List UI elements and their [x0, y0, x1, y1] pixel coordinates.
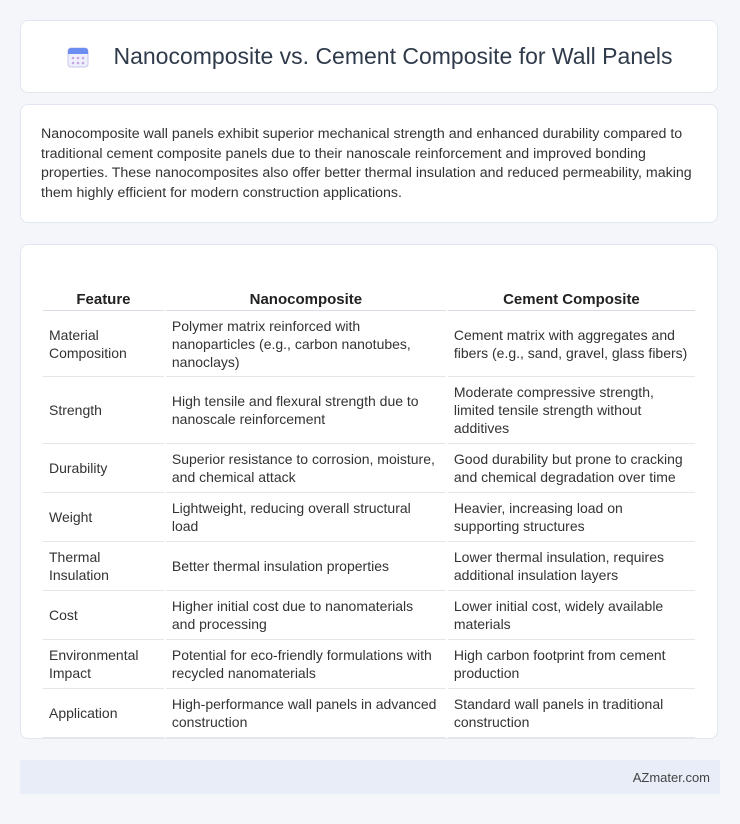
- title-card: [20, 20, 718, 93]
- feature-cell: Durability: [43, 444, 164, 493]
- calendar-icon: [65, 44, 91, 70]
- table-row: [43, 377, 695, 444]
- page-title: Nanocomposite vs. Cement Composite for Wall Panels: [113, 43, 673, 69]
- column-header-nanocomposite: Nanocomposite: [166, 265, 446, 311]
- table-row: [43, 542, 695, 591]
- cement-composite-cell: Standard wall panels in traditional construction: [448, 689, 695, 738]
- table-header-row: [43, 265, 695, 311]
- intro-card: [20, 104, 718, 223]
- table-row: [43, 640, 695, 689]
- table-row: [43, 591, 695, 640]
- table-row: [43, 311, 695, 377]
- cement-composite-cell: Good durability but prone to cracking and chemical degradation over time: [448, 444, 695, 493]
- feature-cell: Weight: [43, 493, 164, 542]
- feature-cell: Strength: [43, 377, 164, 444]
- column-header-feature: Feature: [43, 265, 164, 311]
- cement-composite-cell: High carbon footprint from cement production: [448, 640, 695, 689]
- feature-cell: Thermal Insulation: [43, 542, 164, 591]
- nanocomposite-cell: Polymer matrix reinforced with nanoparticles (e.g., carbon nanotubes, nanoclays): [166, 311, 446, 377]
- column-header-cement-composite: Cement Composite: [448, 265, 695, 311]
- feature-cell: Application: [43, 689, 164, 738]
- nanocomposite-cell: Higher initial cost due to nanomaterials and processing: [166, 591, 446, 640]
- table-row: [43, 689, 695, 738]
- cement-composite-cell: Lower initial cost, widely available materials: [448, 591, 695, 640]
- nanocomposite-cell: Better thermal insulation properties: [166, 542, 446, 591]
- feature-cell: Material Composition: [43, 311, 164, 377]
- comparison-card: [20, 244, 718, 739]
- nanocomposite-cell: Potential for eco-friendly formulations with recycled nanomaterials: [166, 640, 446, 689]
- nanocomposite-cell: High-performance wall panels in advanced construction: [166, 689, 446, 738]
- nanocomposite-cell: Lightweight, reducing overall structural load: [166, 493, 446, 542]
- cement-composite-cell: Cement matrix with aggregates and fibers (e.g., sand, gravel, glass fibers): [448, 311, 695, 377]
- table-row: [43, 444, 695, 493]
- comparison-table: [41, 265, 697, 738]
- cement-composite-cell: Heavier, increasing load on supporting structures: [448, 493, 695, 542]
- footer-bar: [20, 760, 720, 794]
- nanocomposite-cell: High tensile and flexural strength due to nanoscale reinforcement: [166, 377, 446, 444]
- feature-cell: Environmental Impact: [43, 640, 164, 689]
- nanocomposite-cell: Superior resistance to corrosion, moisture, and chemical attack: [166, 444, 446, 493]
- cement-composite-cell: Lower thermal insulation, requires additional insulation layers: [448, 542, 695, 591]
- footer-brand[interactable]: AZmater.com: [632, 769, 710, 785]
- feature-cell: Cost: [43, 591, 164, 640]
- cement-composite-cell: Moderate compressive strength, limited tensile strength without additives: [448, 377, 695, 444]
- intro-text: Nanocomposite wall panels exhibit superior mechanical strength and enhanced durability compared to traditional cement composite panels due to their nanoscale reinforcement and improved bonding properties. These nanocomposites also offer better thermal insulation and reduced permeability, making them highly efficient for modern construction applications.: [41, 126, 692, 201]
- table-row: [43, 493, 695, 542]
